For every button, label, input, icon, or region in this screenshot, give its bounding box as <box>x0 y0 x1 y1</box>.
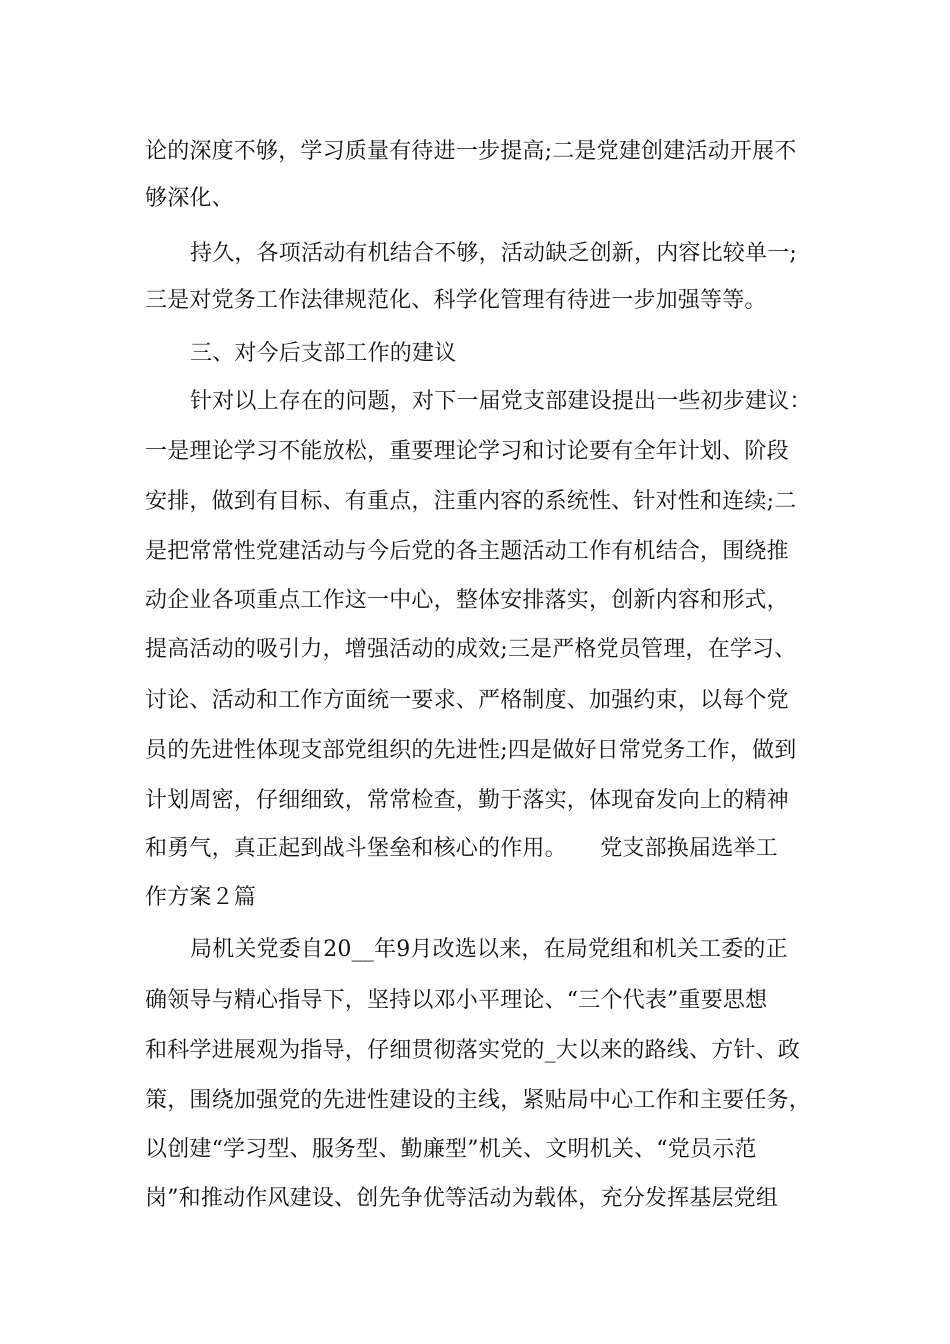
text-line: 计划周密，仔细细致，常常检查，勤于落实，体现奋发向上的精神 <box>145 788 789 813</box>
text-line: 安排，做到有目标、有重点，注重内容的系统性、针对性和连续;二 <box>145 489 797 514</box>
text-line: 以创建“学习型、服务型、勤廉型”机关、文明机关、“党员示范 <box>145 1137 757 1162</box>
text-line: 讨论、活动和工作方面统一要求、严格制度、加强约束，以每个党 <box>145 688 789 713</box>
section-heading: 三、对今后支部工作的建议 <box>190 341 457 366</box>
text-line: 论的深度不够，学习质量有待进一步提高;二是党建创建活动开展不 <box>145 139 797 164</box>
text-line: 够深化、 <box>145 186 234 211</box>
text-line: 是把常常性党建活动与今后党的各主题活动工作有机结合，围绕推 <box>145 539 789 564</box>
text-line: 策，围绕加强党的先进性建设的主线，紧贴局中心工作和主要任务， <box>145 1088 812 1113</box>
text-line: 一是理论学习不能放松，重要理论学习和讨论要有全年计划、阶段 <box>145 439 789 464</box>
text-line: 岗”和推动作风建设、创先争优等活动为载体，充分发挥基层党组 <box>145 1186 779 1211</box>
text-line: 员的先进性体现支部党组织的先进性;四是做好日常党务工作，做到 <box>145 738 797 763</box>
text-line: 和科学进展观为指导，仔细贯彻落实党的_大以来的路线、方针、政 <box>145 1038 801 1063</box>
text-line: 确领导与精心指导下，坚持以邓小平理论、“三个代表”重要思想 <box>145 988 768 1013</box>
text-line: 动企业各项重点工作这一中心，整体安排落实，创新内容和形式， <box>145 588 789 613</box>
paragraph-first-line: 局机关党委自20__年9月改选以来，在局党组和机关工委的正 <box>190 937 788 962</box>
text-line: 提高活动的吸引力，增强活动的成效;三是严格党员管理，在学习、 <box>145 637 797 662</box>
text-line: 和勇气，真正起到战斗堡垒和核心的作用。 党支部换届选举工 <box>145 836 778 861</box>
paragraph-first-line: 针对以上存在的问题，对下一届党支部建设提出一些初步建议： <box>190 389 812 414</box>
text-line: 三是对党务工作法律规范化、科学化管理有待进一步加强等等。 <box>145 288 767 313</box>
text-line: 作方案２篇 <box>145 885 257 910</box>
paragraph-first-line: 持久，各项活动有机结合不够，活动缺乏创新，内容比较单一; <box>190 241 798 266</box>
